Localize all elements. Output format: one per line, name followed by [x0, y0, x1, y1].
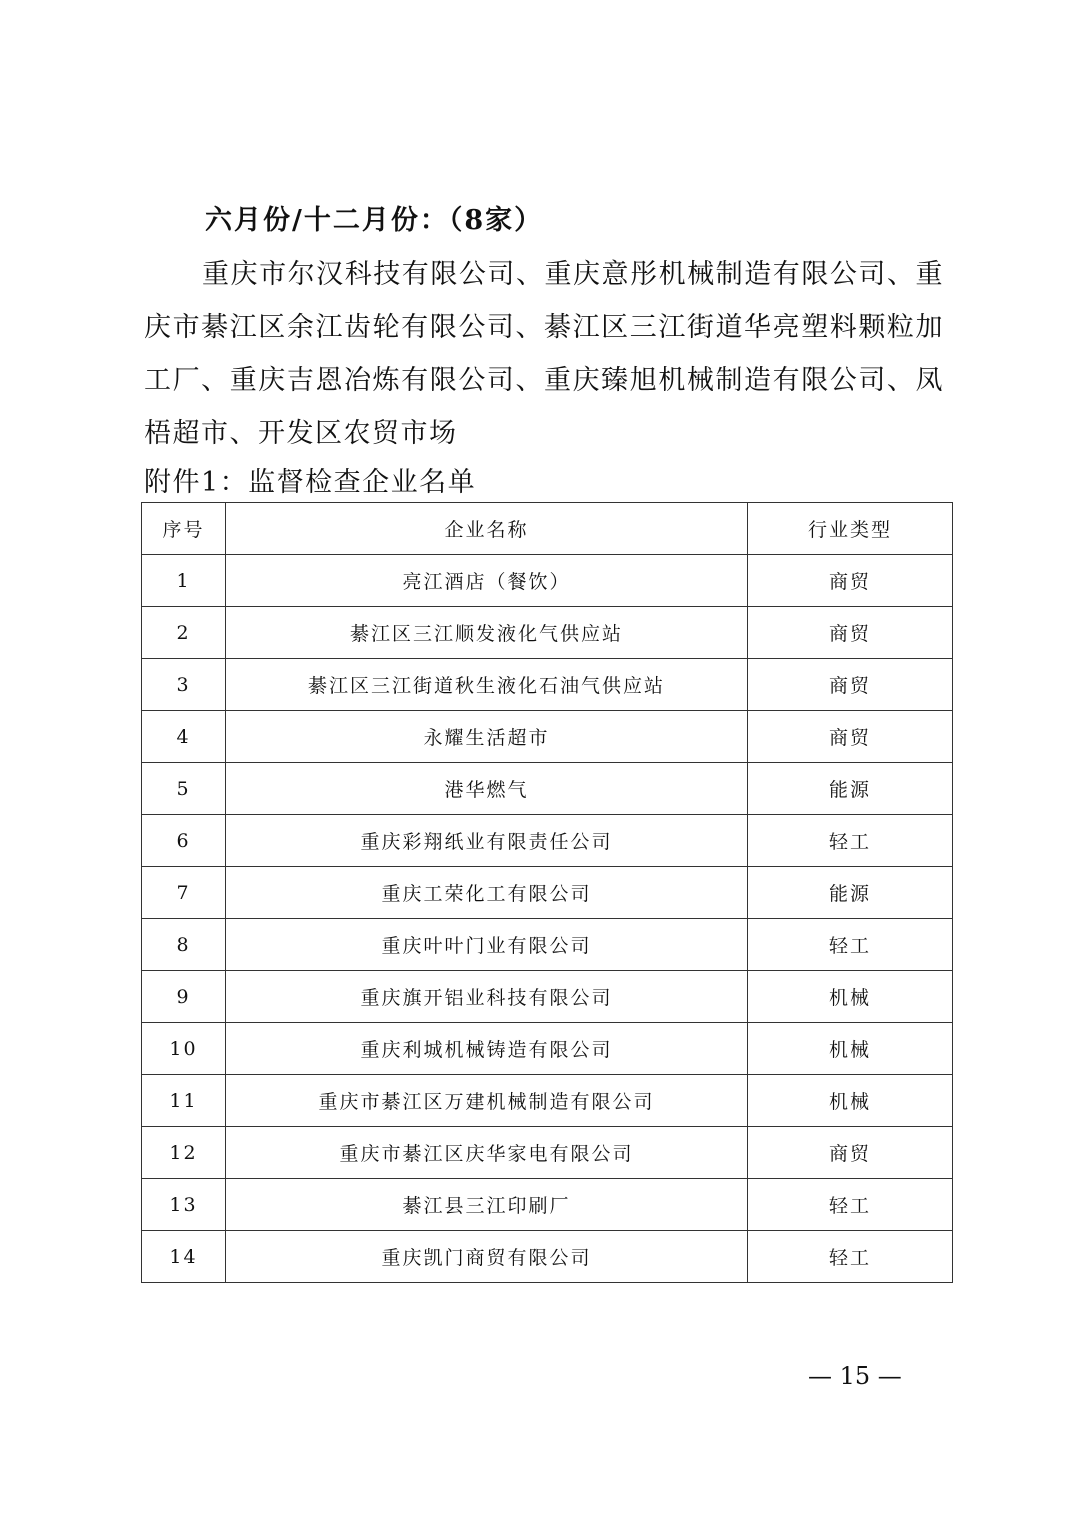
table-row [142, 1231, 953, 1283]
header-company-name: 企业名称 [226, 503, 748, 555]
row-industry-type: 商贸 [748, 607, 953, 659]
row-industry-type: 机械 [748, 1075, 953, 1127]
row-company-name: 亮江酒店（餐饮） [226, 555, 748, 607]
row-company-name: 永耀生活超市 [226, 711, 748, 763]
row-index: 6 [142, 815, 226, 867]
company-list-paragraph: 重庆市尔汉科技有限公司、重庆意彤机械制造有限公司、重庆市綦江区余江齿轮有限公司、綦江区三江街道华亮塑料颗粒加工厂、重庆吉恩冶炼有限公司、重庆臻旭机械制造有限公司、凤梧超市、开发区农贸市场 [144, 259, 944, 449]
row-industry-type: 商贸 [748, 711, 953, 763]
table-row [142, 815, 953, 867]
table-row [142, 1179, 953, 1231]
row-industry-type: 轻工 [748, 919, 953, 971]
row-index: 12 [142, 1127, 226, 1179]
section-heading: 六月份/十二月份：（8家） [205, 205, 544, 236]
row-company-name: 重庆凯门商贸有限公司 [226, 1231, 748, 1283]
table-row [142, 607, 953, 659]
table-row [142, 919, 953, 971]
row-index: 10 [142, 1023, 226, 1075]
row-index: 3 [142, 659, 226, 711]
header-index: 序号 [142, 503, 226, 555]
table-row [142, 1023, 953, 1075]
row-index: 13 [142, 1179, 226, 1231]
inspection-company-table [141, 502, 953, 1283]
row-company-name: 綦江区三江顺发液化气供应站 [226, 607, 748, 659]
row-index: 5 [142, 763, 226, 815]
row-industry-type: 轻工 [748, 815, 953, 867]
row-company-name: 港华燃气 [226, 763, 748, 815]
table-row [142, 711, 953, 763]
row-industry-type: 机械 [748, 971, 953, 1023]
row-index: 7 [142, 867, 226, 919]
row-company-name: 重庆市綦江区庆华家电有限公司 [226, 1127, 748, 1179]
attachment-title: 附件1：监督检查企业名单 [144, 467, 477, 498]
row-index: 11 [142, 1075, 226, 1127]
row-index: 8 [142, 919, 226, 971]
row-industry-type: 商贸 [748, 555, 953, 607]
row-industry-type: 能源 [748, 763, 953, 815]
row-company-name: 綦江县三江印刷厂 [226, 1179, 748, 1231]
row-index: 4 [142, 711, 226, 763]
row-industry-type: 能源 [748, 867, 953, 919]
table-row [142, 1127, 953, 1179]
row-industry-type: 商贸 [748, 1127, 953, 1179]
table-row [142, 659, 953, 711]
row-index: 2 [142, 607, 226, 659]
table-row [142, 555, 953, 607]
row-company-name: 重庆旗开铝业科技有限公司 [226, 971, 748, 1023]
table-row [142, 1075, 953, 1127]
row-index: 1 [142, 555, 226, 607]
row-company-name: 重庆彩翔纸业有限责任公司 [226, 815, 748, 867]
row-company-name: 重庆市綦江区万建机械制造有限公司 [226, 1075, 748, 1127]
page-number: — 15 — [808, 1362, 902, 1390]
row-industry-type: 商贸 [748, 659, 953, 711]
table-header-row [142, 503, 953, 555]
row-company-name: 重庆利城机械铸造有限公司 [226, 1023, 748, 1075]
table-row [142, 867, 953, 919]
row-company-name: 重庆工荣化工有限公司 [226, 867, 748, 919]
table-row [142, 971, 953, 1023]
row-company-name: 重庆叶叶门业有限公司 [226, 919, 748, 971]
table-row [142, 763, 953, 815]
row-industry-type: 轻工 [748, 1231, 953, 1283]
row-index: 9 [142, 971, 226, 1023]
row-index: 14 [142, 1231, 226, 1283]
row-industry-type: 轻工 [748, 1179, 953, 1231]
row-industry-type: 机械 [748, 1023, 953, 1075]
row-company-name: 綦江区三江街道秋生液化石油气供应站 [226, 659, 748, 711]
header-industry-type: 行业类型 [748, 503, 953, 555]
